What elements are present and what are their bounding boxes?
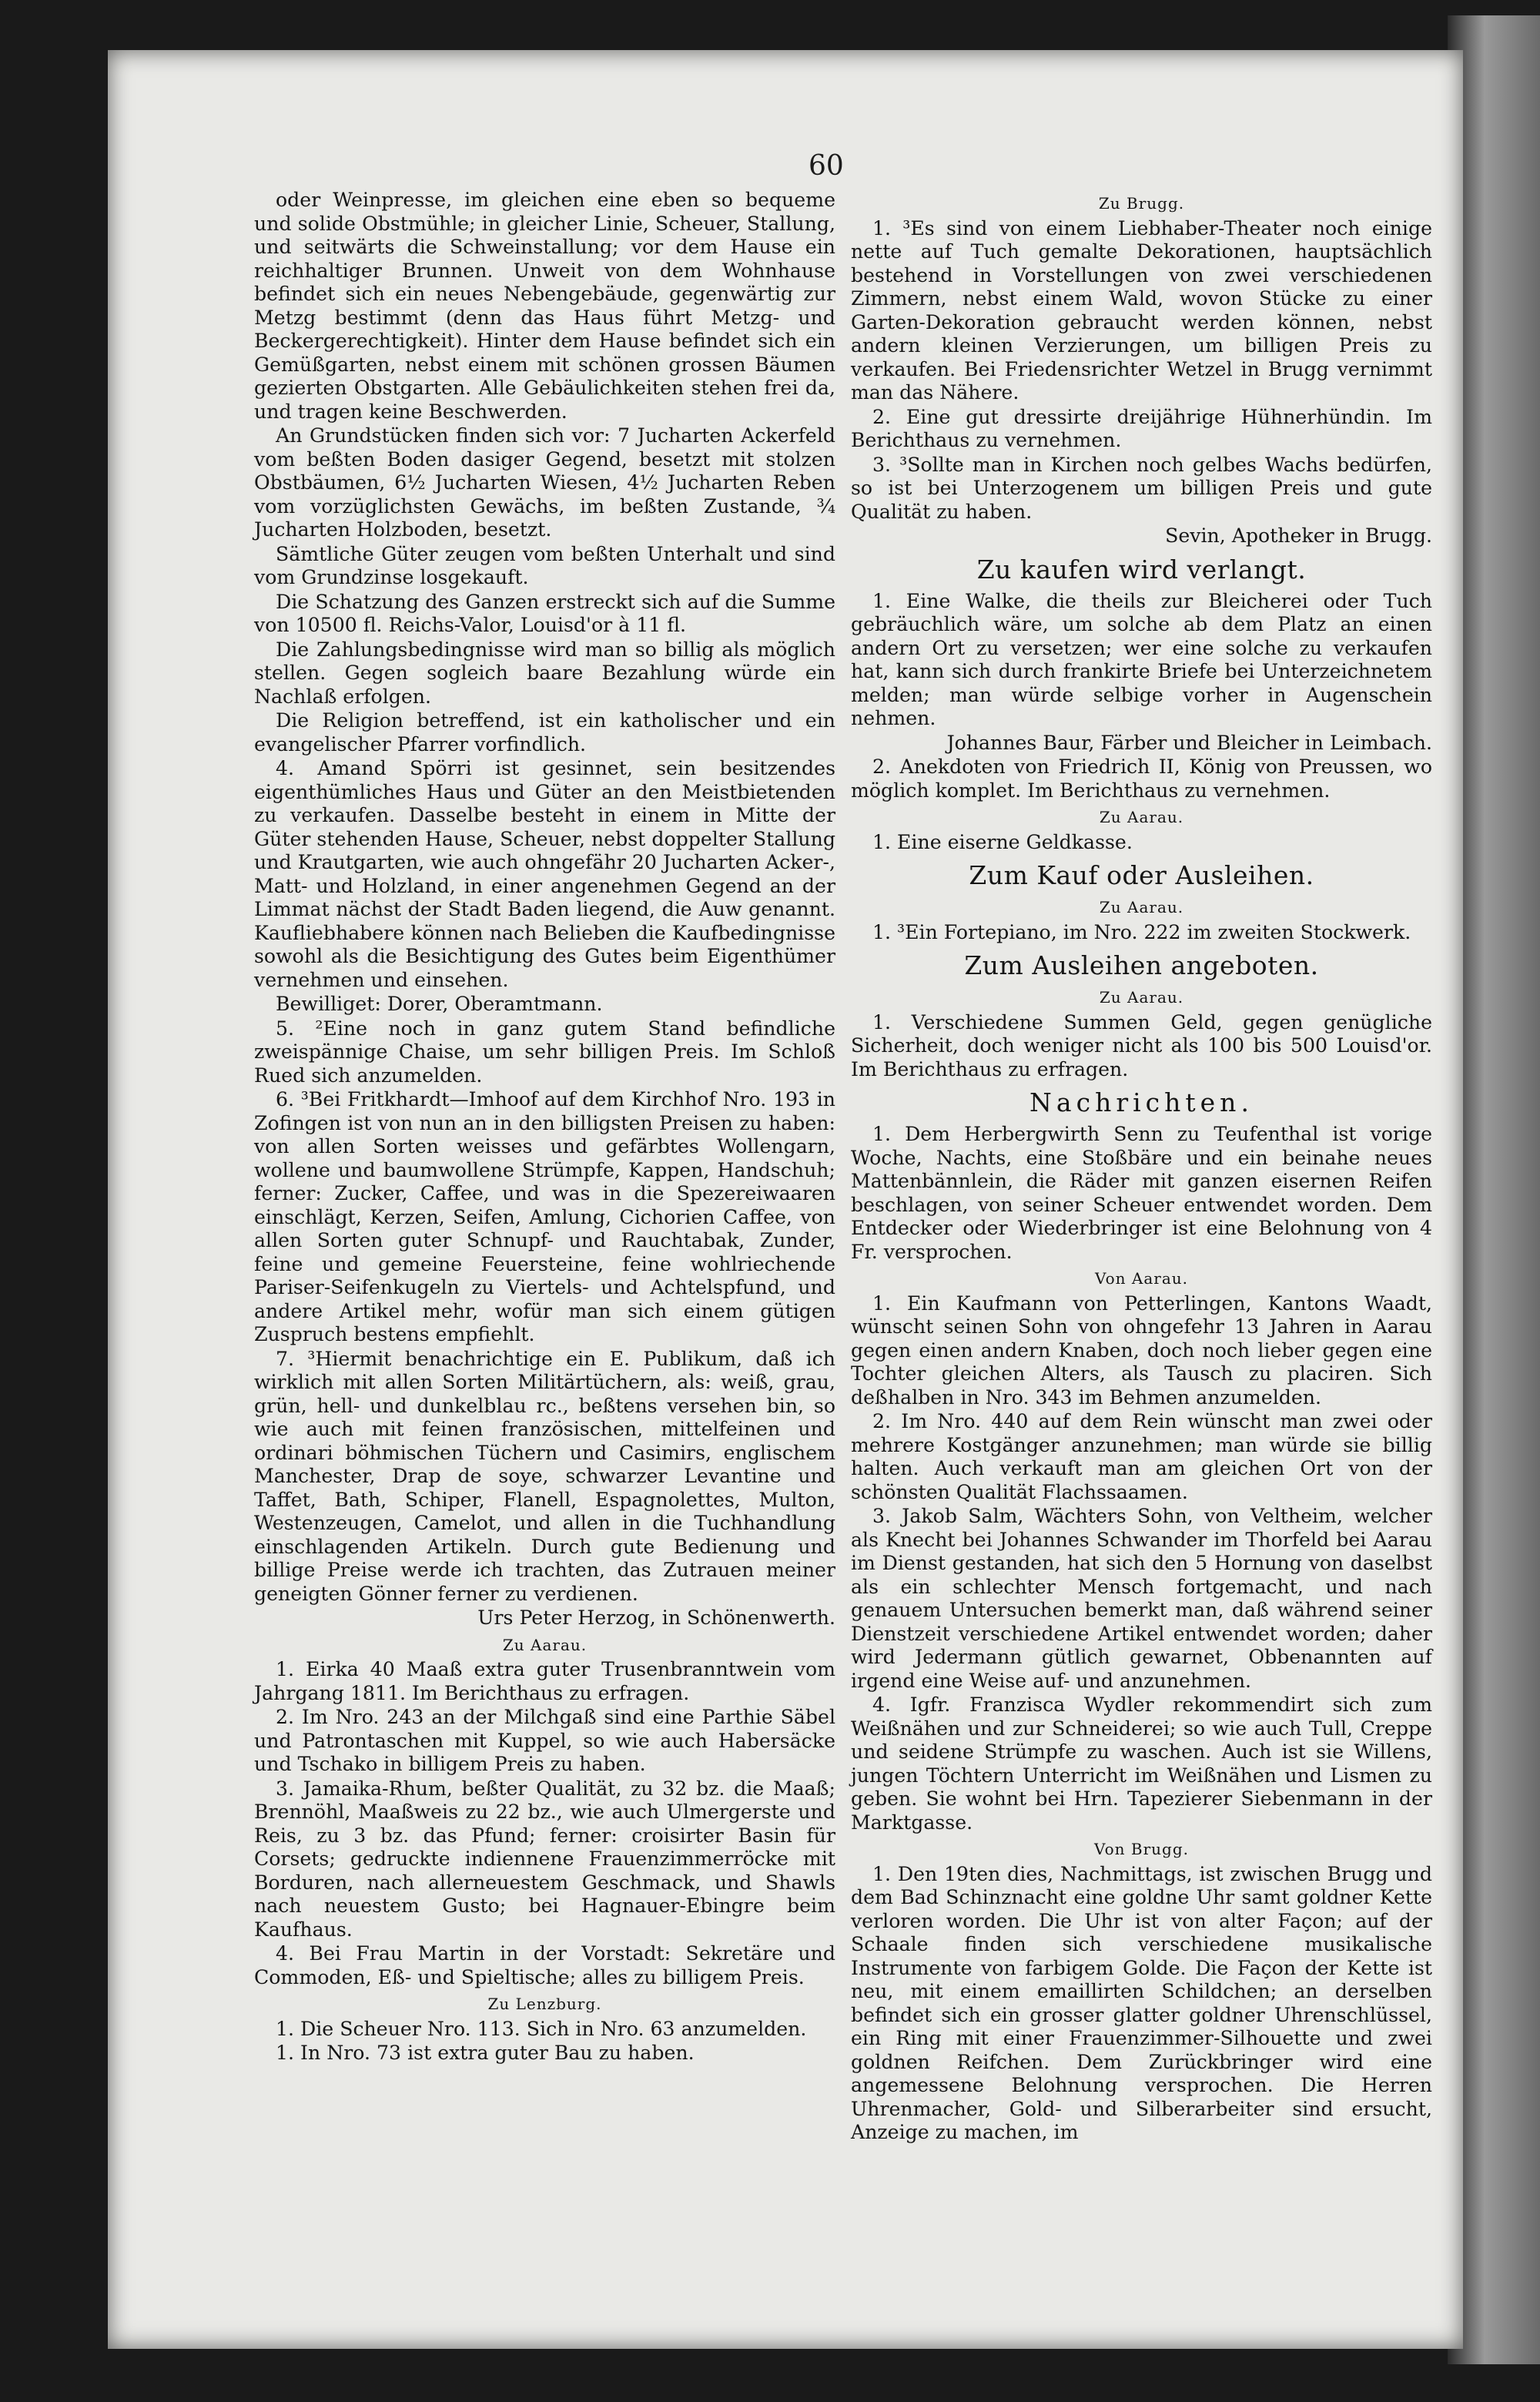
- place-heading: Zu Aarau.: [1099, 808, 1184, 826]
- paragraph: Bewilliget: Dorer, Oberamtmann.: [276, 993, 603, 1015]
- paragraph: Die Schatzung des Ganzen erstreckt sich auf die Summe von 10500 fl. Reichs-Valor, Louisd'or à 11 fl.: [254, 590, 835, 636]
- place-heading: Zu Aarau.: [1099, 988, 1184, 1007]
- paragraph: 6. ³Bei Fritkhardt—Imhoof auf dem Kirchhof Nro. 193 in Zofingen ist von nun an in den billigsten Preisen zu haben: von allen Sorten weisses und gefärbtes Wollengarn, wollene und baumwollene Strümpfe, Kappen, Handschuh; ferner: Zucker, Caffee, und was in die Spezereiwaaren einschlägt, Kerzen, Seifen, Amlung, Cichorien Caffee, von allen Sorten guter Schnupf- und Rauchtabak, Zunder, feine und gemeine Feuersteine, feine wohlriechende Pariser-Seifenkugeln zu Viertels- und Achtelspfund, und andere Artikel mehr, wofür man sich einem gütigen Zuspruch bestens empfiehlt.: [254, 1088, 835, 1345]
- paragraph: 1. Ein Kaufmann von Petterlingen, Kantons Waadt, wünscht seinen Sohn von ohngefehr 13 Jahren in Aarau gegen einen andern Knaben, doch noch lieber gegen eine Tochter gleichen Alters, als Tausch zu placiren. Sich deßhalben in Nro. 343 im Behmen anzumelden.: [851, 1291, 1432, 1409]
- section-heading: Zum Kauf oder Ausleihen.: [969, 860, 1314, 890]
- place-heading: Von Aarau.: [1095, 1269, 1188, 1288]
- paragraph: 1. Eine eiserne Geldkasse.: [872, 830, 1133, 853]
- paragraph: 2. Im Nro. 243 an der Milchgaß sind eine Parthie Säbel und Patrontaschen mit Kuppel, so wie auch Habersäcke und Tschako in billigem Preis zu haben.: [254, 1706, 835, 1775]
- paragraph: 1. ³Ein Fortepiano, im Nro. 222 im zweiten Stockwerk.: [872, 920, 1411, 943]
- place-heading: Zu Brugg.: [1098, 194, 1185, 213]
- paragraph: 7. ³Hiermit benachrichtige ein E. Publikum, daß ich wirklich mit allen Sorten Militärtüchern, als: weiß, grau, grün, hell- und dunkelblau rc., beßtens versehen bin, so wie auch mit feinen französischen, mittelfeinen und ordinari böhmischen Tüchern und Casimirs, englischem Manchester, Drap de soye, schwarzer Levantine und Taffet, Bath, Schiper, Flanell, Espagnolettes, Multon, Westenzeugen, Camelot, und allen in die Tuchhandlung einschlagenden Artikeln. Durch gute Bedienung und billige Preise werde ich trachten, das Zutrauen meiner geneigten Gönner ferner zu verdienen.: [254, 1347, 835, 1605]
- paragraph: 1. Eine Walke, die theils zur Bleicherei oder Tuch gebräuchlich wäre, um solche ab dem Platz an einen andern Ort zu versetzen; wer eine solche zu verkaufen hat, kann sich durch frankirte Briefe bei Unterzeichnetem melden; man würde selbige vorher in Augenschein nehmen.: [851, 589, 1432, 729]
- paragraph: 1. Die Scheuer Nro. 113. Sich in Nro. 63 anzumelden.: [276, 2017, 807, 2040]
- right-column: [851, 189, 1432, 2146]
- paragraph: 1. Den 19ten dies, Nachmittags, ist zwischen Brugg und dem Bad Schinznacht eine goldne Uhr samt goldner Kette verloren worden. Die Uhr ist von alter Façon; auf der Schaale finden sich verschiedene musikalische Instrumente von farbigem Golde. Die Façon der Kette ist neu, mit einem emaillirten Schildchen; an derselben befindet sich ein grosser glatter goldner Uhrenschlüssel, ein Ring mit einer Frauenzimmer-Silhouette und zwei goldnen Reifchen. Dem Zurückbringer wird eine angemessene Belohnung versprochen. Die Herren Uhrenmacher, Gold- und Silberarbeiter sind ersucht, Anzeige zu machen, im: [851, 1862, 1432, 2143]
- page-number: 60: [808, 150, 844, 182]
- section-heading: Zu kaufen wird verlangt.: [976, 554, 1307, 585]
- paragraph: 2. Eine gut dressirte dreijährige Hühnerhündin. Im Berichthaus zu vernehmen.: [851, 405, 1432, 451]
- paragraph: 2. Anekdoten von Friedrich II, König von Preussen, wo möglich komplet. Im Berichthaus zu vernehmen.: [851, 755, 1432, 802]
- place-heading: Von Brugg.: [1094, 1840, 1189, 1858]
- paragraph: 1. Eirka 40 Maaß extra guter Trusenbranntwein vom Jahrgang 1811. Im Berichthaus zu erfragen.: [254, 1658, 835, 1704]
- paragraph: Sämtliche Güter zeugen vom beßten Unterhalt und sind vom Grundzinse losgekauft.: [254, 542, 835, 588]
- left-column: [254, 189, 835, 2066]
- paragraph: 4. Bei Frau Martin in der Vorstadt: Sekretäre und Commoden, Eß- und Spieltische; alles zu billigem Preis.: [254, 1942, 835, 1988]
- paragraph: Die Religion betreffend, ist ein katholischer und ein evangelischer Pfarrer vorfindlich.: [254, 709, 835, 755]
- paragraph: 1. Verschiedene Summen Geld, gegen genügliche Sicherheit, doch weniger nicht als 100 bis 500 Louisd'or. Im Berichthaus zu erfragen.: [851, 1010, 1432, 1080]
- paragraph: 1. Dem Herbergwirth Senn zu Teufenthal ist vorige Woche, Nachts, eine Stoßbäre und ein beinahe neues Mattenbännlein, die Räder mit ganzen eisernen Reifen beschlagen, von seiner Scheuer entwendet worden. Dem Entdecker oder Wiederbringer ist eine Belohnung von 4 Fr. versprochen.: [851, 1123, 1432, 1263]
- signature: Urs Peter Herzog, in Schönenwerth.: [477, 1606, 835, 1629]
- paragraph: 4. Igfr. Franzisca Wydler rekommendirt sich zum Weißnähen und zur Schneiderei; so wie auch Tull, Creppe und seidene Strümpfe zu waschen. Auch ist sie Willens, jungen Töchtern Unterricht im Weißnähen und Lismen zu geben. Sie wohnt bei Hrn. Tapezierer Siebenmann in der Marktgasse.: [851, 1693, 1432, 1834]
- paragraph: 1. ³Es sind von einem Liebhaber-Theater noch einige nette auf Tuch gemalte Dekorationen, hauptsächlich bestehend in Vorstellungen von zwei verschiedenen Zimmern, nebst einem Wald, wovon Stücke zu einer Garten-Dekoration gebraucht werden können, nebst andern kleinen Verzierungen, um billigen Preis zu verkaufen. Bei Friedensrichter Wetzel in Brugg vernimmt man das Nähere.: [851, 216, 1432, 404]
- paragraph: An Grundstücken finden sich vor: 7 Jucharten Ackerfeld vom beßten Boden dasiger Gegend, besetzt mit stolzen Obstbäumen, 6½ Jucharten Wiesen, 4½ Jucharten Reben vom vorzüglichsten Gewächs, im beßten Zustande, ¾ Jucharten Holzboden, besetzt.: [254, 424, 835, 541]
- paragraph: 3. Jamaika-Rhum, beßter Qualität, zu 32 bz. die Maaß; Brennöhl, Maaßweis zu 22 bz., wie auch Ulmergerste und Reis, zu 3 bz. das Pfund; ferner: croisirter Basin für Corsets; gedruckte indiennene Frauenzimmerröcke mit Borduren, nach allerneuestem Geschmack, und Shawls nach neuestem Gusto; bei Hagnauer-Ebingre beim Kaufhaus.: [254, 1777, 835, 1941]
- paragraph: 1. In Nro. 73 ist extra guter Bau zu haben.: [276, 2042, 695, 2064]
- paragraph: 2. Im Nro. 440 auf dem Rein wünscht man zwei oder mehrere Kostgänger anzunehmen; man würde sie billig halten. Auch verkauft man am gleichen Ort von der schönsten Qualität Flachssaamen.: [851, 1410, 1432, 1503]
- paragraph: oder Weinpresse, im gleichen eine eben so bequeme und solide Obstmühle; in gleicher Linie, Scheuer, Stallung, und seitwärts die Schweinstallung; vor dem Hause ein reichhaltiger Brunnen. Unweit von dem Wohnhause befindet sich ein neues Nebengebäude, gegenwärtig zur Metzg bestimmt (denn das Haus führt Metzg- und Beckergerechtigkeit). Hinter dem Hause befindet sich ein Gemüßgarten, nebst einem mit schönen grossen Bäumen gezierten Obstgarten. Alle Gebäulichkeiten stehen frei da, und tragen keine Beschwerden.: [254, 189, 835, 423]
- signature: Sevin, Apotheker in Brugg.: [1165, 524, 1432, 547]
- paragraph: Die Zahlungsbedingnisse wird man so billig als möglich stellen. Gegen sogleich baare Bezahlung würde ein Nachlaß erfolgen.: [254, 638, 835, 708]
- place-heading: Zu Aarau.: [502, 1635, 588, 1654]
- section-heading: Zum Ausleihen angeboten.: [964, 950, 1319, 980]
- section-heading: Nachrichten.: [1029, 1087, 1254, 1117]
- paragraph: 5. ²Eine noch in ganz gutem Stand befindliche zweispännige Chaise, um sehr billigen Preis. Im Schloß Rued sich anzumelden.: [254, 1017, 835, 1087]
- place-heading: Zu Aarau.: [1099, 898, 1184, 916]
- paragraph: 3. ³Sollte man in Kirchen noch gelbes Wachs bedürfen, so ist bei Unterzogenem um billigen Preis und gute Qualität zu haben.: [851, 453, 1432, 523]
- paragraph: 4. Amand Spörri ist gesinnet, sein besitzendes eigenthümliches Haus und Güter an den Meistbietenden zu verkaufen. Dasselbe besteht in einem in Mitte der Güter stehenden Hause, Scheuer, nebst doppelter Stallung und Krautgarten, wie auch ohngefähr 20 Jucharten Acker-, Matt- und Holzland, in einer angenehmen Gegend an der Limmat nächst der Stadt Baden liegend, die Auw genannt. Kaufliebhabere können nach Belieben die Kaufbedingnisse sowohl als die Besichtigung des Gutes beim Eigenthümer vernehmen und einsehen.: [254, 757, 835, 991]
- paragraph: 3. Jakob Salm, Wächters Sohn, von Veltheim, welcher als Knecht bei Johannes Schwander im Thorfeld bei Aarau im Dienst gestanden, hat sich den 5 Hornung von daselbst als ein schlechter Mensch fortgemacht, und nach genauem Untersuchen bemerkt man, daß während seiner Dienstzeit verschiedene Artikel entwendet worden; daher wird Jedermann gütlich gewarnet, Obbenannten auf irgend eine Weise auf- und anzunehmen.: [851, 1505, 1432, 1692]
- place-heading: Zu Lenzburg.: [487, 1995, 602, 2013]
- signature: Johannes Baur, Färber und Bleicher in Leimbach.: [946, 731, 1432, 754]
